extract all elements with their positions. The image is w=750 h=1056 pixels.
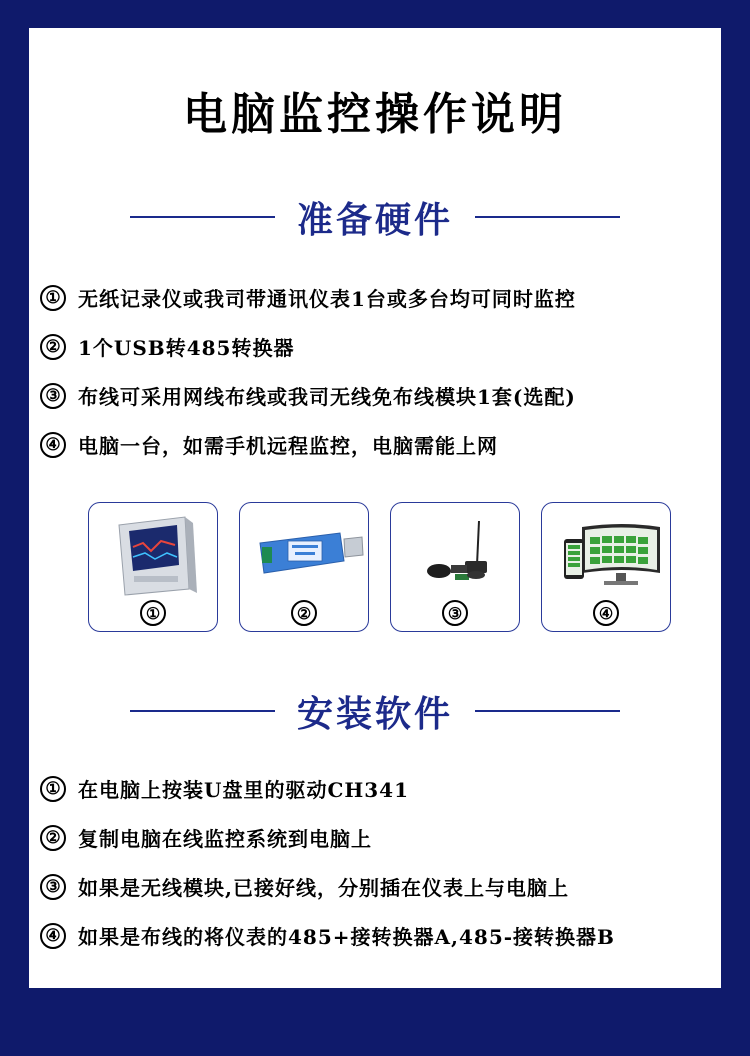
- list-item: [40, 420, 576, 469]
- item-text: 电脑一台，如需手机远程监控，电脑需能上网: [78, 434, 498, 458]
- item-text: 1个USB转485转换器: [78, 336, 295, 360]
- item-number: ④: [40, 923, 66, 949]
- image-card-usb-converter: [239, 502, 369, 632]
- item-number: ②: [40, 334, 66, 360]
- item-text: 复制电脑在线监控系统到电脑上: [78, 827, 372, 851]
- item-number: ③: [40, 874, 66, 900]
- list-item: [40, 813, 615, 862]
- image-label: ④: [593, 600, 619, 626]
- page-title: 电脑监控操作说明: [183, 89, 567, 140]
- item-number: ③: [40, 383, 66, 409]
- item-text: 如果是无线模块,已接好线，分别插在仪表上与电脑上: [78, 876, 569, 900]
- hardware-heading-text: 准备硬件: [296, 199, 453, 241]
- heading-rule-left: [130, 216, 275, 218]
- item-text: 如果是布线的将仪表的485+接转换器A,485-接转换器B: [78, 925, 615, 949]
- list-item: [40, 911, 615, 960]
- image-card-wireless-module: [390, 502, 520, 632]
- item-text: 无纸记录仪或我司带通讯仪表1台或多台均可同时监控: [78, 287, 576, 311]
- item-number: ②: [40, 825, 66, 851]
- software-heading: [0, 686, 750, 736]
- computer-phone-monitor-icon: [542, 503, 672, 603]
- image-card-recorder: [88, 502, 218, 632]
- hardware-images: [88, 502, 673, 632]
- hardware-heading: [0, 192, 750, 242]
- list-item: [40, 273, 576, 322]
- software-heading-text: 安装软件: [296, 693, 453, 735]
- list-item: [40, 371, 576, 420]
- item-text: 布线可采用网线布线或我司无线免布线模块1套(选配): [78, 385, 576, 409]
- paperless-recorder-icon: [89, 503, 219, 603]
- image-label: ③: [442, 600, 468, 626]
- wireless-module-icon: [391, 503, 521, 603]
- item-text: 在电脑上按装U盘里的驱动CH341: [78, 778, 410, 802]
- item-number: ①: [40, 776, 66, 802]
- software-list: [40, 764, 615, 960]
- image-card-computer-phone: [541, 502, 671, 632]
- list-item: [40, 764, 615, 813]
- hardware-list: [40, 273, 576, 469]
- image-label: ①: [140, 600, 166, 626]
- usb-485-converter-icon: [240, 503, 370, 603]
- heading-rule-right: [475, 710, 620, 712]
- item-number: ①: [40, 285, 66, 311]
- list-item: [40, 862, 615, 911]
- image-label: ②: [291, 600, 317, 626]
- heading-rule-left: [130, 710, 275, 712]
- list-item: [40, 322, 576, 371]
- heading-rule-right: [475, 216, 620, 218]
- item-number: ④: [40, 432, 66, 458]
